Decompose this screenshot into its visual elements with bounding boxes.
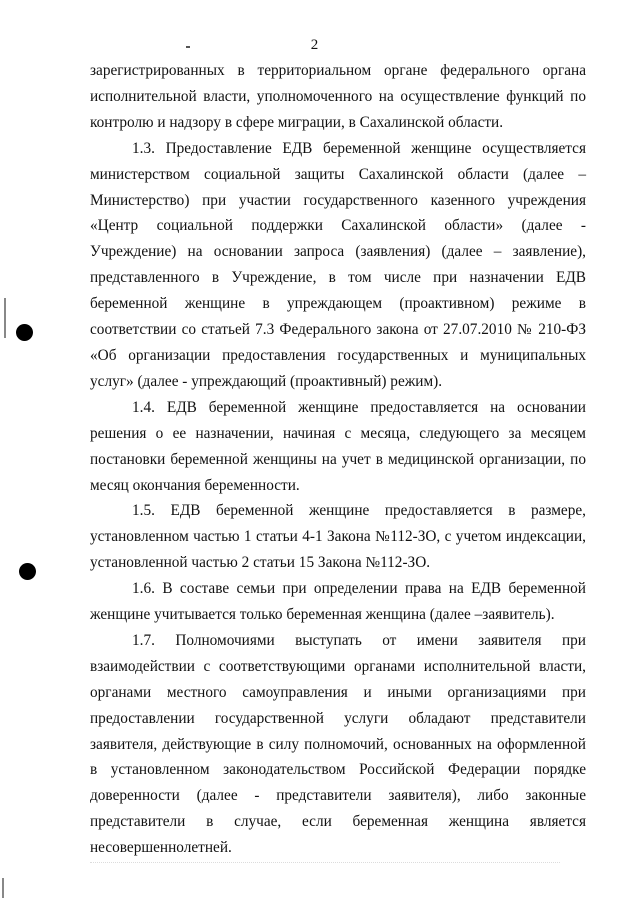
punch-hole-lower [19, 563, 36, 580]
scan-speck [186, 46, 190, 48]
scan-edge-mark [2, 878, 4, 898]
document-body [90, 58, 586, 861]
paragraph-1-7: 1.7. Полномочиями выступать от имени заявителя при взаимодействии с соответствующими органами исполнительной власти, органами местного самоуправления и иными организациями при предоставлении государственной услуги обладают представители заявителя, действующие в силу полномочий, основанных на оформленной в установленном законодательством Российской Федерации порядке доверенности (далее - представители заявителя), либо законные представители в случае, если беременная женщина является несовершеннолетней. [90, 631, 586, 857]
paragraph-continuation: зарегистрированных в территориальном органе федерального органа исполнительной власти, уполномоченного на осуществление функций по контролю и надзору в сфере миграции, в Сахалинской области. [90, 62, 586, 131]
page-number: 2 [310, 37, 319, 53]
punch-hole-upper [16, 324, 33, 341]
paragraph-1-3: 1.3. Предоставление ЕДВ беременной женщине осуществляется министерством социальной защиты Сахалинской области (далее – Министерство) при участии государственного казенного учреждения «Центр социальной поддержки Сахалинской области» (далее - Учреждение) на основании запроса (заявления) (далее – заявление), представленного в Учреждение, в том числе при назначении ЕДВ беременной женщине в упреждающем (проактивном) режиме в соответствии со статьей 7.3 Федерального закона от 27.07.2010 № 210-ФЗ «Об организации предоставления государственных и муниципальных услуг» (далее - упреждающий (проактивный) режим). [90, 139, 586, 390]
scan-edge-mark [4, 298, 6, 338]
paragraph-1-5: 1.5. ЕДВ беременной женщине предоставляется в размере, установленном частью 1 статьи 4-1 Закона №112-ЗО, с учетом индексации, установленной частью 2 статьи 15 Закона №112-ЗО. [90, 502, 586, 572]
paragraph-1-6: 1.6. В составе семьи при определении права на ЕДВ беременной женщине учитывается только беременная женщина (далее –заявитель). [90, 580, 586, 624]
paragraph-1-4: 1.4. ЕДВ беременной женщине предоставляется на основании решения о ее назначении, начиная с месяца, следующего за месяцем постановки беременной женщины на учет в медицинской организации, по месяц окончания беременности. [90, 398, 586, 494]
scan-noise [90, 862, 560, 864]
